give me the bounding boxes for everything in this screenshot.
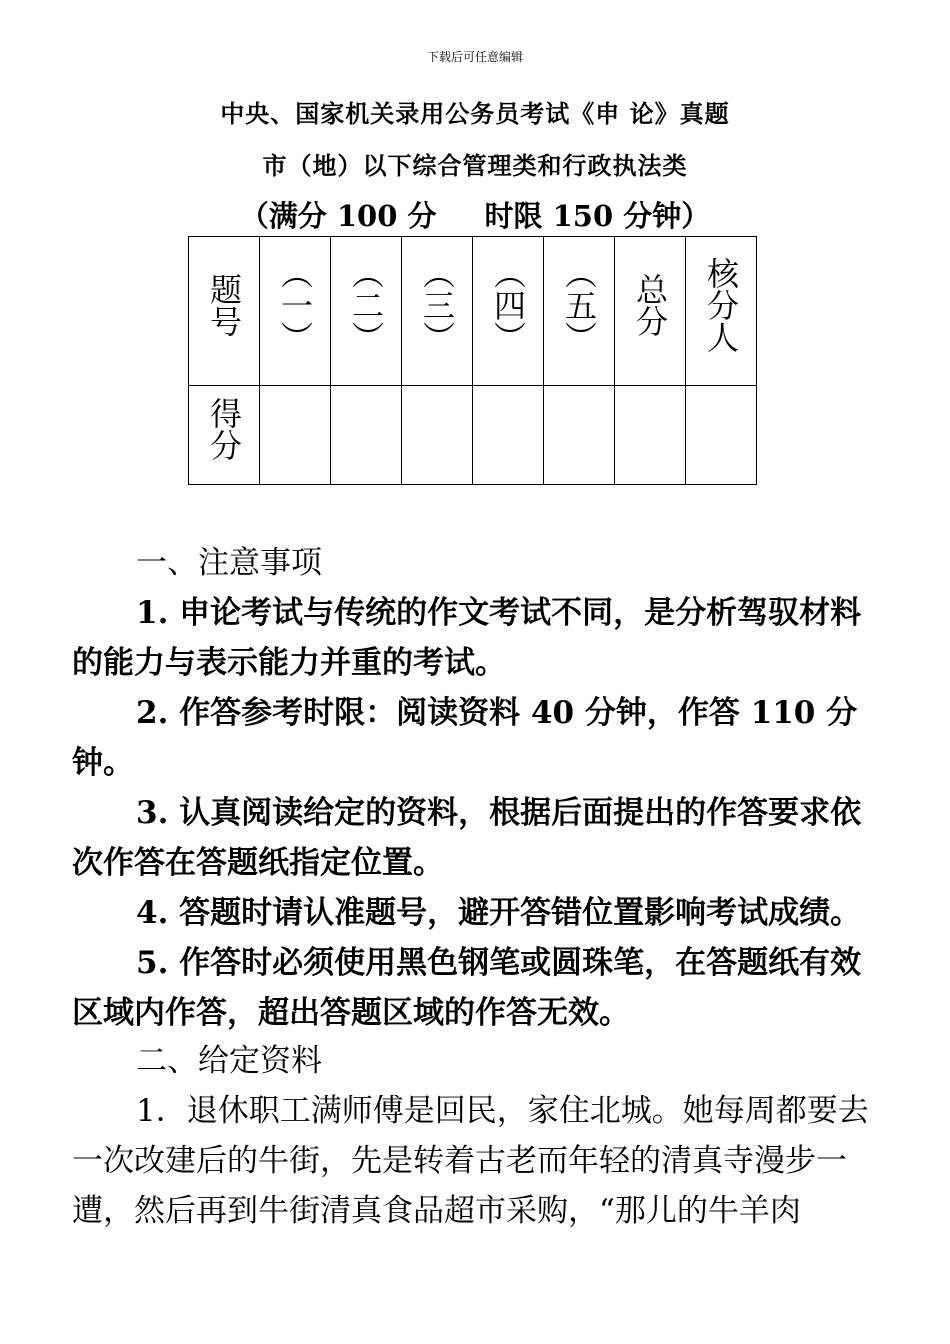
header-note: 下载后可任意编辑 [426, 50, 523, 64]
notice-item: 5. 作答时必须使用黑色钢笔或圆珠笔，在答题纸有效区域内作答，超出答题区域的作答无效。 [72, 945, 862, 1031]
score-cell[interactable] [402, 386, 473, 485]
header-cell: （四） [473, 237, 544, 386]
score-row-label: 得分 [189, 386, 260, 485]
header-cell: 核分人 [686, 237, 757, 386]
header-cell: （五） [544, 237, 615, 386]
exam-limits [0, 194, 950, 235]
header-cell: （一） [260, 237, 331, 386]
material-paragraph: 1．退休职工满师傅是回民，家住北城。她每周都要去一次改建后的牛街，先是转着古老而年轻的清真寺漫步一遭，然后再到牛街清真食品超市采购，“那儿的牛羊肉 [72, 1093, 869, 1229]
score-table-header-row [189, 237, 757, 386]
materials-section [72, 1036, 878, 1236]
notice-item: 2. 作答参考时限：阅读资料 40 分钟，作答 110 分钟。 [72, 695, 858, 781]
section-heading: 一、注意事项 [136, 545, 322, 581]
notice-item: 4. 答题时请认准题号，避开答错位置影响考试成绩。 [136, 895, 862, 931]
exam-category: 市（地）以下综合管理类和行政执法类 [262, 151, 688, 180]
exam-title: 中央、国家机关录用公务员考试《申 论》真题 [220, 99, 730, 128]
notice-item: 3. 认真阅读给定的资料，根据后面提出的作答要求依次作答在答题纸指定位置。 [72, 795, 862, 881]
header-cell: 题号 [189, 237, 260, 386]
notice-item: 1. 申论考试与传统的作文考试不同，是分析驾驭材料的能力与表示能力并重的考试。 [72, 595, 862, 681]
score-cell[interactable] [473, 386, 544, 485]
score-table-score-row [189, 386, 757, 485]
score-cell[interactable] [260, 386, 331, 485]
full-score-label: （满分 100 分 [239, 199, 437, 233]
header-cell: （三） [402, 237, 473, 386]
header-cell: （二） [331, 237, 402, 386]
score-cell[interactable] [686, 386, 757, 485]
section-heading: 二、给定资料 [136, 1043, 322, 1079]
score-cell[interactable] [615, 386, 686, 485]
score-cell[interactable] [331, 386, 402, 485]
header-cell: 总分 [615, 237, 686, 386]
notice-section [72, 538, 878, 1038]
time-limit-label: 时限 150 分钟） [484, 199, 711, 233]
score-table [188, 236, 757, 485]
score-cell[interactable] [544, 386, 615, 485]
